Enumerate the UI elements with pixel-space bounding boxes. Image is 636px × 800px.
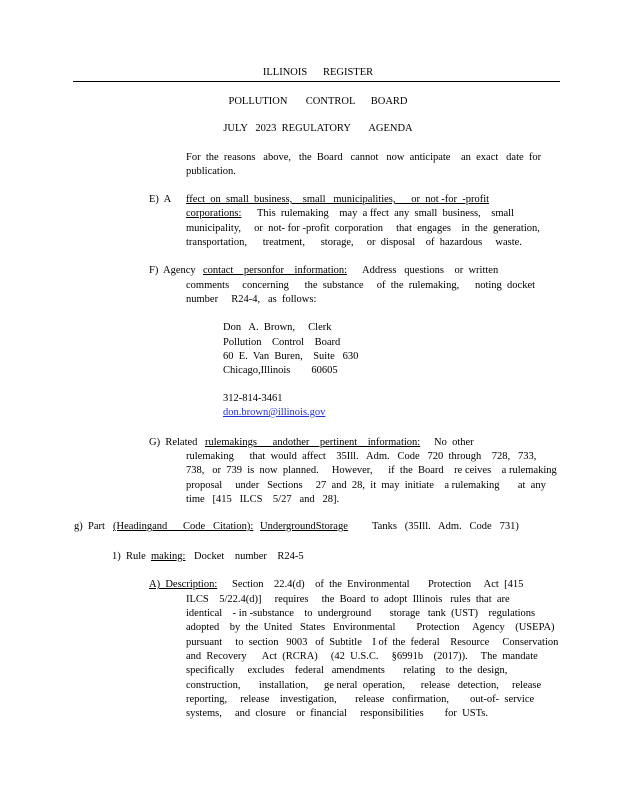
section-g-line: time [415 ILCS 5/27 and 28]. [186,494,340,505]
part-marker: g) Part [74,521,105,532]
section-f-heading: contact personfor information: [203,265,348,276]
description-line: pursuant to section 9003 of Subtitle I of the federal Resource Conservation [186,637,559,648]
section-e-line: transportation, treatment, storage, or disposal of hazardous waste. [186,237,522,248]
register-title: ILLINOIS REGISTER [262,67,374,78]
description-line: construction, installation, ge neral operation, release detection, release [186,680,542,691]
description-line: ILCS 5/22.4(d)] requires the Board to adopt Illinois rules that are [186,594,510,605]
description-line: and Recovery Act (RCRA) (42 U.S.C. §6991b (2017)). The mandate [186,651,538,662]
section-e-body-1: This rulemaking may a ffect any small business, small [257,208,515,219]
section-g-body-1: No other [434,437,474,448]
part-title-rest: Tanks (35Ill. Adm. Code 731) [372,521,519,532]
contact-org: Pollution Control Board [223,337,341,348]
section-e-line: municipality, or not- for -profit corporation that engages in the generation, [186,223,540,234]
section-g-heading: rulemakings andother pertinent information: [205,437,421,448]
contact-email-link[interactable] [223,406,325,421]
section-f-body-1: Address questions or written [362,265,499,276]
section-e-heading-1: ffect on small business, small municipalities, or not -for -profit [186,194,490,205]
section-f-marker: F) Agency [149,265,196,276]
contact-phone: 312-814-3461 [223,393,283,404]
section-g-line: 738, or 739 is now planned. However, if the Board re ceives a rulemaking [186,465,557,476]
board-title: POLLUTION CONTROL BOARD [228,96,408,107]
contact-city: Chicago,Illinois 60605 [223,365,338,376]
docket-number: Docket number R24-5 [194,551,304,562]
agenda-title: JULY 2023 REGULATORY AGENDA [223,123,413,134]
section-g-line: rulemaking that would affect 35Ill. Adm. Code 720 through 728, 733, [186,451,537,462]
section-e-marker: E) A [149,194,172,205]
description-line: identical - in -substance to underground storage tank (UST) regulations [186,608,536,619]
description-line: reporting, release investigation, release confirmation, out-of- service [186,694,535,705]
contact-street: 60 E. Van Buren, Suite 630 [223,351,359,362]
part-title-underlined: UndergroundStorage [260,521,348,532]
contact-name: Don A. Brown, Clerk [223,322,332,333]
description-line: systems, and closure or financial responsibilities for USTs. [186,708,488,719]
description-line: specifically excludes federal amendments relating to the design, [186,665,508,676]
section-g-line: proposal under Sections 27 and 28, it may initiate a rulemaking at any [186,480,546,491]
section-e-heading-2: corporations: [186,208,242,219]
description-line: adopted by the United States Environmental Protection Agency (USEPA) [186,622,555,633]
section-g-marker: G) Related [149,437,198,448]
description-marker: A) Description: [149,579,218,590]
section-f-line: number R24-4, as follows: [186,294,317,305]
header-rule [73,81,560,82]
email-link[interactable]: don.brown@illinois.gov [223,407,326,418]
rulemaking-marker: 1) Rule [112,551,146,562]
description-body-1: Section 22.4(d) of the Environmental Protection Act [415 [232,579,524,590]
intro-line-2: publication. [186,166,236,177]
intro-line-1: For the reasons above, the Board cannot now anticipate an exact date for [186,152,542,163]
part-heading: (Headingand Code Citation): [113,521,254,532]
section-f-line: comments concerning the substance of the rulemaking, noting docket [186,280,536,291]
rulemaking-heading: making: [151,551,186,562]
